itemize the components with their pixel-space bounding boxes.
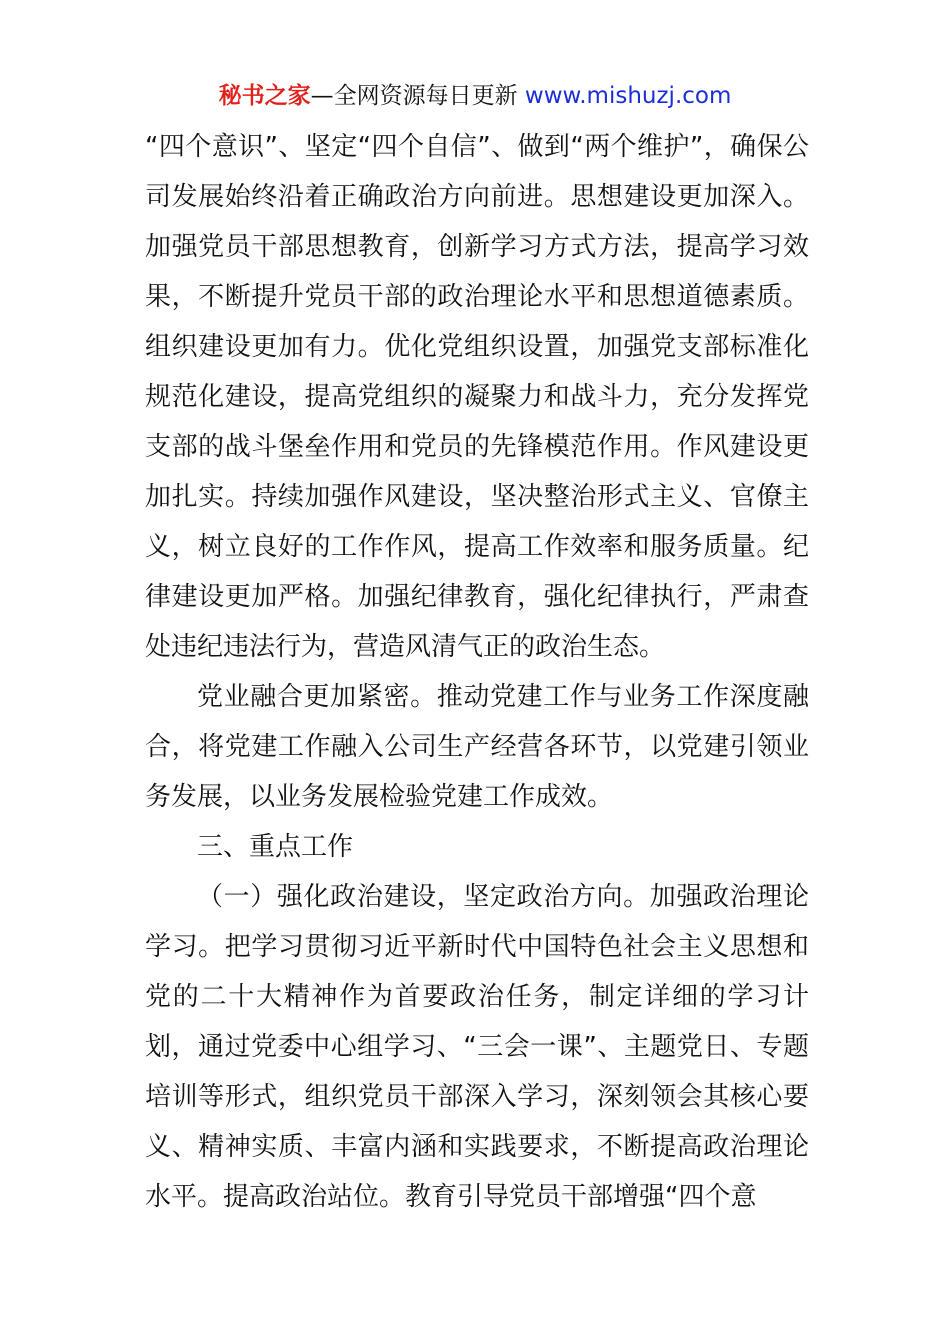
paragraph-party-business-integration: 党业融合更加紧密。推动党建工作与业务工作深度融合，将党建工作融入公司生产经营各环节，以党建引领业务发展，以业务发展检验党建工作成效。 [145, 682, 809, 812]
paragraph-continuation: “四个意识”、坚定“四个自信”、做到“两个维护”，确保公司发展始终沿着正确政治方向前进。思想建设更加深入。加强党员干部思想教育，创新学习方式方法，提高学习效果，不断提升党员干部的政治理论水平和思想道德素质。组织建设更加有力。优化党组织设置，加强党支部标准化规范化建设，提高党组织的凝聚力和战斗力，充分发挥党支部的战斗堡垒作用和党员的先锋模范作用。作风建设更加扎实。持续加强作风建设，坚决整治形式主义、官僚主义，树立良好的工作作风，提高工作效率和服务质量。纪律建设更加严格。加强纪律教育，强化纪律执行，严肃查处违纪违法行为，营造风清气正的政治生态。 [145, 132, 809, 662]
site-brand: 秘书之家 [218, 83, 311, 109]
section-heading-key-work: 三、重点工作 [197, 832, 354, 862]
page-header [0, 80, 950, 112]
site-tagline: —全网资源每日更新 [310, 83, 518, 109]
paragraph-political-construction: （一）强化政治建设，坚定政治方向。加强政治理论学习。把学习贯彻习近平新时代中国特色社会主义思想和党的二十大精神作为首要政治任务，制定详细的学习计划，通过党委中心组学习、“三会一课”、主题党日、专题培训等形式，组织党员干部深入学习，深刻领会其核心要义、精神实质、丰富内涵和实践要求，不断提高政治理论水平。提高政治站位。教育引导党员干部增强“四个意 [145, 882, 809, 1212]
document-body [145, 122, 809, 1222]
site-url-link[interactable]: www.mishuzj.com [524, 83, 732, 109]
